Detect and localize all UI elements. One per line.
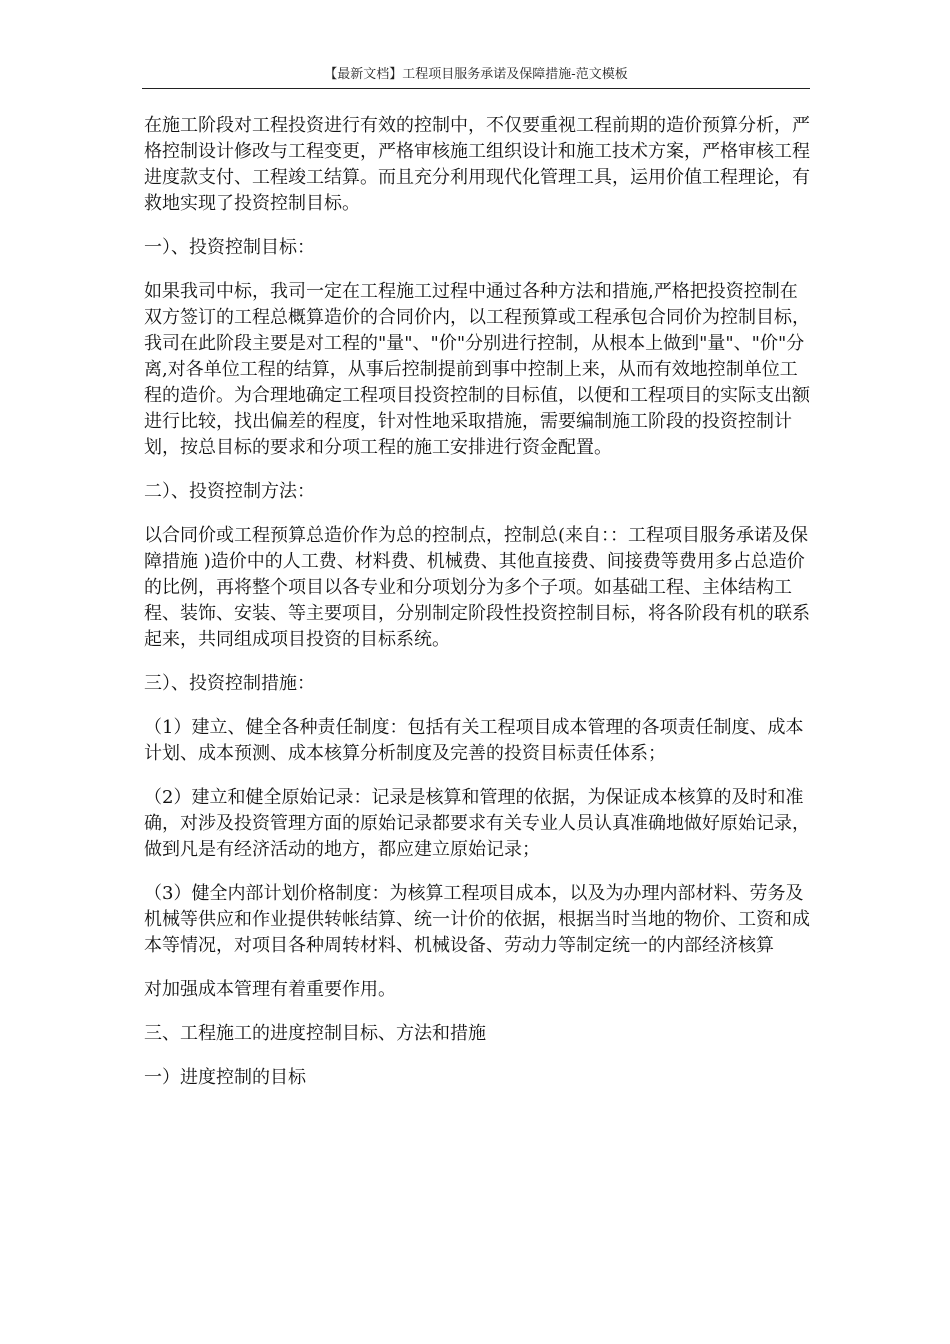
section-heading-investment-method: 二）、投资控制方法： [144,481,315,502]
section-heading-investment-measures: 三）、投资控制措施： [144,673,315,694]
subsection-heading-schedule-goal: 一）进度控制的目标 [144,1067,306,1088]
header-divider [142,88,810,89]
measure-item-1: （1）建立、健全各种责任制度：包括有关工程项目成本管理的各项责任制度、成本计划、成本预测、成本核算分析制度及完善的投资目标责任体系； [144,717,804,764]
page-header: 【最新文档】工程项目服务承诺及保障措施-范文模板 [324,67,628,82]
section-heading-investment-goal: 一）、投资控制目标： [144,237,315,258]
measure-item-2: （2）建立和健全原始记录：记录是核算和管理的依据，为保证成本核算的及时和准确，对涉及投资管理方面的原始记录都要求有关专业人员认真准确地做好原始记录，做到凡是有经济活动的地方，都应建立原始记录； [144,787,810,860]
measure-item-3: （3）健全内部计划价格制度：为核算工程项目成本，以及为办理内部材料、劳务及机械等供应和作业提供转帐结算、统一计价的依据，根据当时当地的物价、工资和成本等情况，对项目各种周转材料、机械设备、劳动力等制定统一的内部经济核算 [144,883,810,956]
investment-goal-paragraph: 如果我司中标，我司一定在工程施工过程中通过各种方法和措施,严格把投资控制在双方签订的工程总概算造价的合同价内，以工程预算或工程承包合同价为控制目标，我司在此阶段主要是对工程的"量"、"价"分别进行控制，从根本上做到"量"、"价"分离,对各单位工程的结算，从事后控制提前到事中控制上来，从而有效地控制单位工程的造价。为合理地确定工程项目投资控制的目标值，以便和工程项目的实际支出额进行比较，找出偏差的程度，针对性地采取措施，需要编制施工阶段的投资控制计划，按总目标的要求和分项工程的施工安排进行资金配置。 [144,281,810,458]
document-body [144,113,812,1109]
section-heading-schedule-control: 三、工程施工的进度控制目标、方法和措施 [144,1023,486,1044]
cost-management-note: 对加强成本管理有着重要作用。 [144,979,396,1000]
investment-method-paragraph: 以合同价或工程预算总造价作为总的控制点，控制总(来自：：工程项目服务承诺及保障措施 )造价中的人工费、材料费、机械费、其他直接费、间接费等费用多占总造价的比例，再将整个项目以各专业和分项划分为多个子项。如基础工程、主体结构工程、装饰、安装、等主要项目，分别制定阶段性投资控制目标，将各阶段有机的联系起来，共同组成项目投资的目标系统。 [144,525,810,650]
intro-paragraph: 在施工阶段对工程投资进行有效的控制中，不仅要重视工程前期的造价预算分析，严格控制设计修改与工程变更，严格审核施工组织设计和施工技术方案，严格审核工程进度款支付、工程竣工结算。而且充分利用现代化管理工具，运用价值工程理论，有救地实现了投资控制目标。 [144,115,810,214]
